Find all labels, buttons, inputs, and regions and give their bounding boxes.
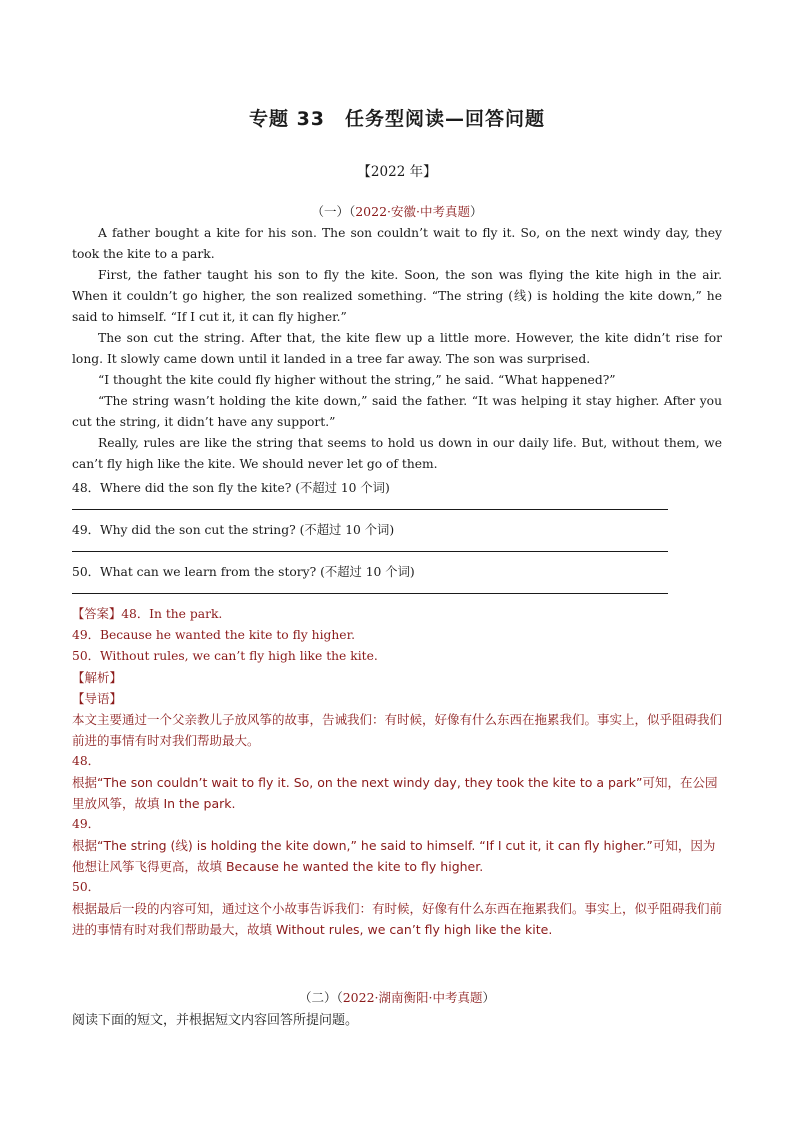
- answer-49: 49．Because he wanted the kite to fly higher.: [72, 628, 356, 642]
- paragraph: “I thought the kite could fly higher without the string,” he said. “What happened?”: [98, 373, 616, 387]
- paragraph: First, the father taught his son to fly the kite. Soon, the son was flying the kite high in the air. When it couldn’t go higher, the son realized something. “The string (线) is holding the kite down,” he said to himself. “If I cut it, it can fly higher.”: [72, 268, 722, 324]
- answer-line-48[interactable]: [72, 499, 668, 510]
- explanation-48: 根据“The son couldn’t wait to fly it. So, on the next windy day, they took the kite to a park”可知，在公园里放风筝，故填 In the park.: [72, 775, 718, 811]
- paragraph: Really, rules are like the string that seems to hold us down in our daily life. But, without them, we can’t fly high like the kite. We should never let go of them.: [72, 436, 722, 471]
- explanation-number: 50．: [72, 880, 100, 894]
- reading-passage: [72, 223, 722, 475]
- explanation-number: 48．: [72, 754, 100, 768]
- guide-text: 本文主要通过一个父亲教儿子放风筝的故事，告诫我们：有时候，好像有什么东西在拖累我们。事实上，似乎阻碍我们前进的事情有时对我们帮助最大。: [72, 712, 723, 748]
- paragraph: A father bought a kite for his son. The son couldn’t wait to fly it. So, on the next windy day, they took the kite to a park.: [72, 226, 722, 261]
- guide-heading: 【导语】: [72, 691, 123, 706]
- answer-key: [72, 604, 722, 940]
- page-title: 专题 33 任务型阅读—回答问题: [248, 108, 546, 130]
- answer-line-49[interactable]: [72, 541, 668, 552]
- answer-line-50[interactable]: [72, 583, 668, 594]
- explanation-number: 49．: [72, 817, 100, 831]
- answer-48: 【答案】48．In the park.: [72, 607, 223, 621]
- question-48: 48．Where did the son fly the kite? (不超过 10 个词): [72, 481, 390, 495]
- paragraph: The son cut the string. After that, the kite flew up a little more. However, the kite didn’t rise for long. It slowly came down until it landed in a tree far away. The son was surprised.: [72, 331, 722, 366]
- answer-50: 50．Without rules, we can’t fly high like the kite.: [72, 649, 378, 663]
- section-2-label: （二）（2022·湖南衡阳·中考真题）: [298, 990, 496, 1005]
- question-49: 49．Why did the son cut the string? (不超过 10 个词): [72, 523, 395, 537]
- analysis-heading: 【解析】: [72, 670, 123, 685]
- section-1-source: 2022·安徽·中考真题: [355, 204, 470, 219]
- question-list: [72, 478, 722, 604]
- paragraph: “The string wasn’t holding the kite down,” said the father. “It was helping it stay higher. After you cut the string, it didn’t have any support.”: [72, 394, 722, 429]
- section-2-instructions: 阅读下面的短文，并根据短文内容回答所提问题。: [72, 1013, 359, 1028]
- question-50: 50．What can we learn from the story? (不超过 10 个词): [72, 565, 415, 579]
- year-heading: 【2022 年】: [357, 164, 437, 180]
- explanation-50: 根据最后一段的内容可知，通过这个小故事告诉我们：有时候，好像有什么东西在拖累我们。事实上，似乎阻碍我们前进的事情有时对我们帮助最大，故填 Without rules, we can’t fly high like the kite.: [72, 901, 723, 937]
- section-2-source: 2022·湖南衡阳·中考真题: [342, 990, 483, 1005]
- section-1-label: （一）（2022·安徽·中考真题）: [311, 204, 483, 219]
- explanation-49: 根据“The string (线) is holding the kite down,” he said to himself. “If I cut it, it can fly higher.”可知，因为他想让风筝飞得更高，故填 Because he wanted the kite to fly higher.: [72, 838, 716, 874]
